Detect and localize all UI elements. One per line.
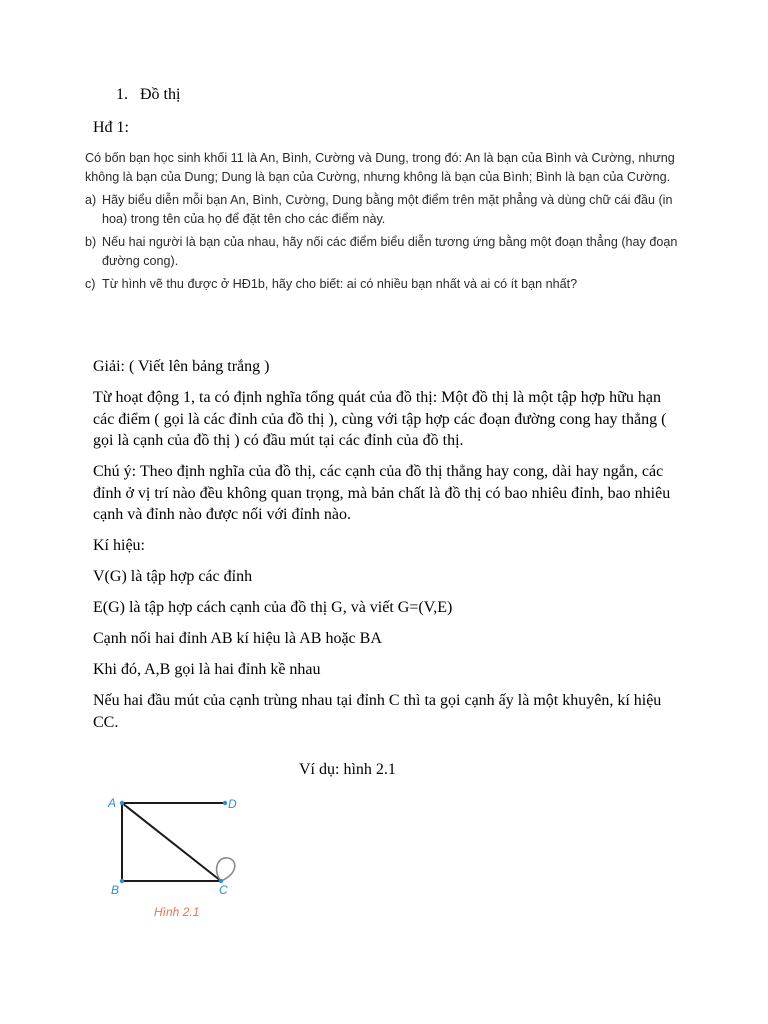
- task-item-b: [85, 233, 685, 270]
- vertex-label-d: D: [228, 797, 237, 811]
- task-item-a: [85, 191, 685, 228]
- vertex-label-b: B: [111, 883, 120, 897]
- loop-paragraph: Nếu hai đầu mút của cạnh trùng nhau tại đỉnh C thì ta gọi cạnh ấy là một khuyên, kí hiệu CC.: [93, 692, 662, 731]
- vertex-d-dot: [223, 801, 227, 805]
- task-intro: Có bốn bạn học sinh khối 11 là An, Bình, Cường và Dung, trong đó: An là bạn của Bình và Cường, nhưng không là bạn của Dung; Dung là bạn của Cường, nhưng không là bạn của Bình; Bình là bạn của Cường.: [85, 151, 675, 184]
- task-item-label: a): [85, 193, 97, 207]
- lesson-body: [93, 356, 683, 743]
- task-box: [85, 149, 685, 294]
- solution-line: Giải: ( Viết lên bảng trắng ): [93, 358, 270, 375]
- section-number: 1.: [116, 86, 128, 103]
- vertex-label-a: A: [108, 796, 117, 810]
- task-item-label: c): [85, 277, 96, 291]
- section-heading: [116, 86, 180, 104]
- definition-paragraph: Từ hoạt động 1, ta có định nghĩa tổng quát của đồ thị: Một đồ thị là một tập hợp hữu hạn các điểm ( gọi là các đỉnh của đồ thị ), cùng với tập hợp các đoạn đường cong hay thẳng ( gọi là cạnh của đồ thị ) có đầu mút tại các đỉnh của đồ thị.: [93, 389, 667, 449]
- vertex-a-dot: [120, 801, 124, 805]
- task-item-text: Nếu hai người là bạn của nhau, hãy nối các điểm biểu diễn tương ứng bằng một đoạn thẳng (hay đoạn đường cong).: [102, 235, 678, 268]
- note-paragraph: Chú ý: Theo định nghĩa của đồ thị, các cạnh của đồ thị thẳng hay cong, dài hay ngắn, các đỉnh ở vị trí nào đều không quan trọng, mà bản chất là đồ thị có bao nhiêu đỉnh, bao nhiêu cạnh và đỉnh nào được nối với đỉnh nào.: [93, 463, 671, 523]
- activity-label: Hđ 1:: [93, 119, 129, 136]
- task-item-c: [85, 275, 685, 294]
- vertex-b-dot: [120, 879, 124, 883]
- graph-figure: [100, 790, 250, 925]
- task-item-text: Từ hình vẽ thu được ở HĐ1b, hãy cho biết: ai có nhiều bạn nhất và ai có ít bạn nhất?: [102, 277, 578, 291]
- task-item-text: Hãy biểu diễn mỗi bạn An, Bình, Cường, Dung bằng một điểm trên mặt phẳng và dùng chữ cái đầu (in hoa) trong tên của họ để đặt tên cho các điểm này.: [102, 193, 673, 226]
- vertex-label-c: C: [219, 883, 228, 897]
- adjacent-line: Khi đó, A,B gọi là hai đỉnh kề nhau: [93, 661, 321, 678]
- figure-caption: Hình 2.1: [154, 905, 200, 919]
- edge-notation-line: Cạnh nối hai đỉnh AB kí hiệu là AB hoặc BA: [93, 630, 382, 647]
- graph-loop-cc: [217, 858, 235, 881]
- graph-figure-svg: [100, 790, 250, 925]
- graph-edge-ac: [122, 803, 221, 881]
- edges-line: E(G) là tập hợp cách cạnh của đồ thị G, và viết G=(V,E): [93, 599, 453, 616]
- section-title: Đồ thị: [140, 86, 181, 103]
- example-caption: Ví dụ: hình 2.1: [299, 761, 396, 778]
- task-item-label: b): [85, 235, 97, 249]
- vertices-line: V(G) là tập hợp các đỉnh: [93, 568, 253, 585]
- notation-label: Kí hiệu:: [93, 537, 145, 554]
